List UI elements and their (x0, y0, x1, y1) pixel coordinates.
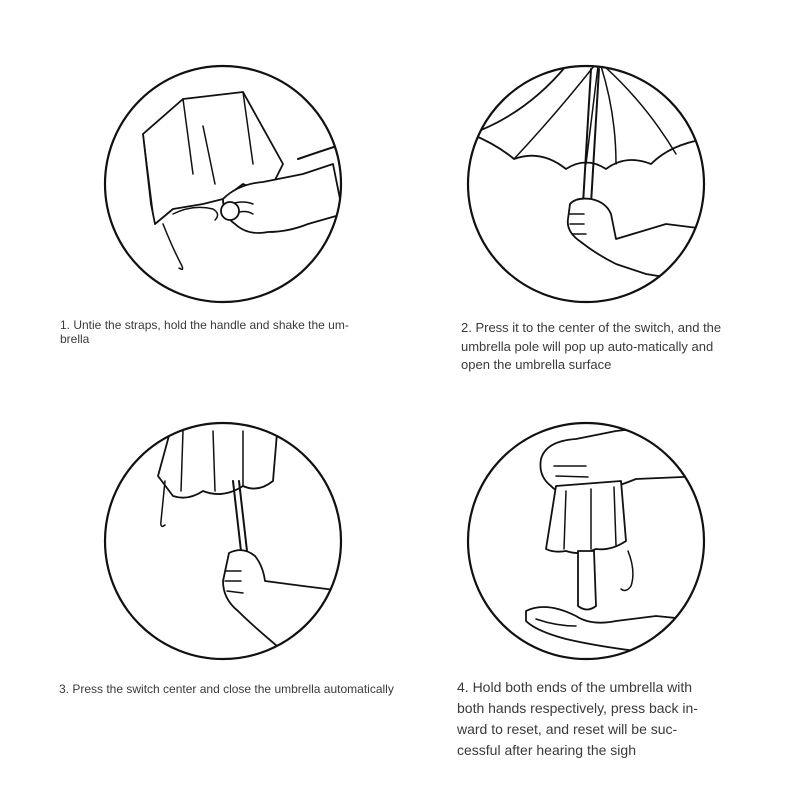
step-1-illustration (103, 64, 343, 304)
step-3-illustration (103, 421, 343, 661)
step-3-caption: 3. Press the switch center and close the umbrella automatically (59, 682, 394, 696)
umbrella-open-icon (466, 64, 706, 304)
umbrella-close-icon (103, 421, 343, 661)
umbrella-reset-icon (466, 421, 706, 661)
step-4-illustration (466, 421, 706, 661)
umbrella-shake-icon (103, 64, 343, 304)
step-2-caption: 2. Press it to the center of the switch, and the umbrella pole will pop up auto-matically and open the umbrella surface (461, 320, 722, 372)
step-1-caption: 1. Untie the straps, hold the handle and shake the um-brella (60, 318, 349, 346)
step-2-illustration (466, 64, 706, 304)
step-4-caption: 4. Hold both ends of the umbrella with both hands respectively, press back in-ward to reset, and reset will be suc-cessful after hearing the sigh (457, 679, 698, 758)
